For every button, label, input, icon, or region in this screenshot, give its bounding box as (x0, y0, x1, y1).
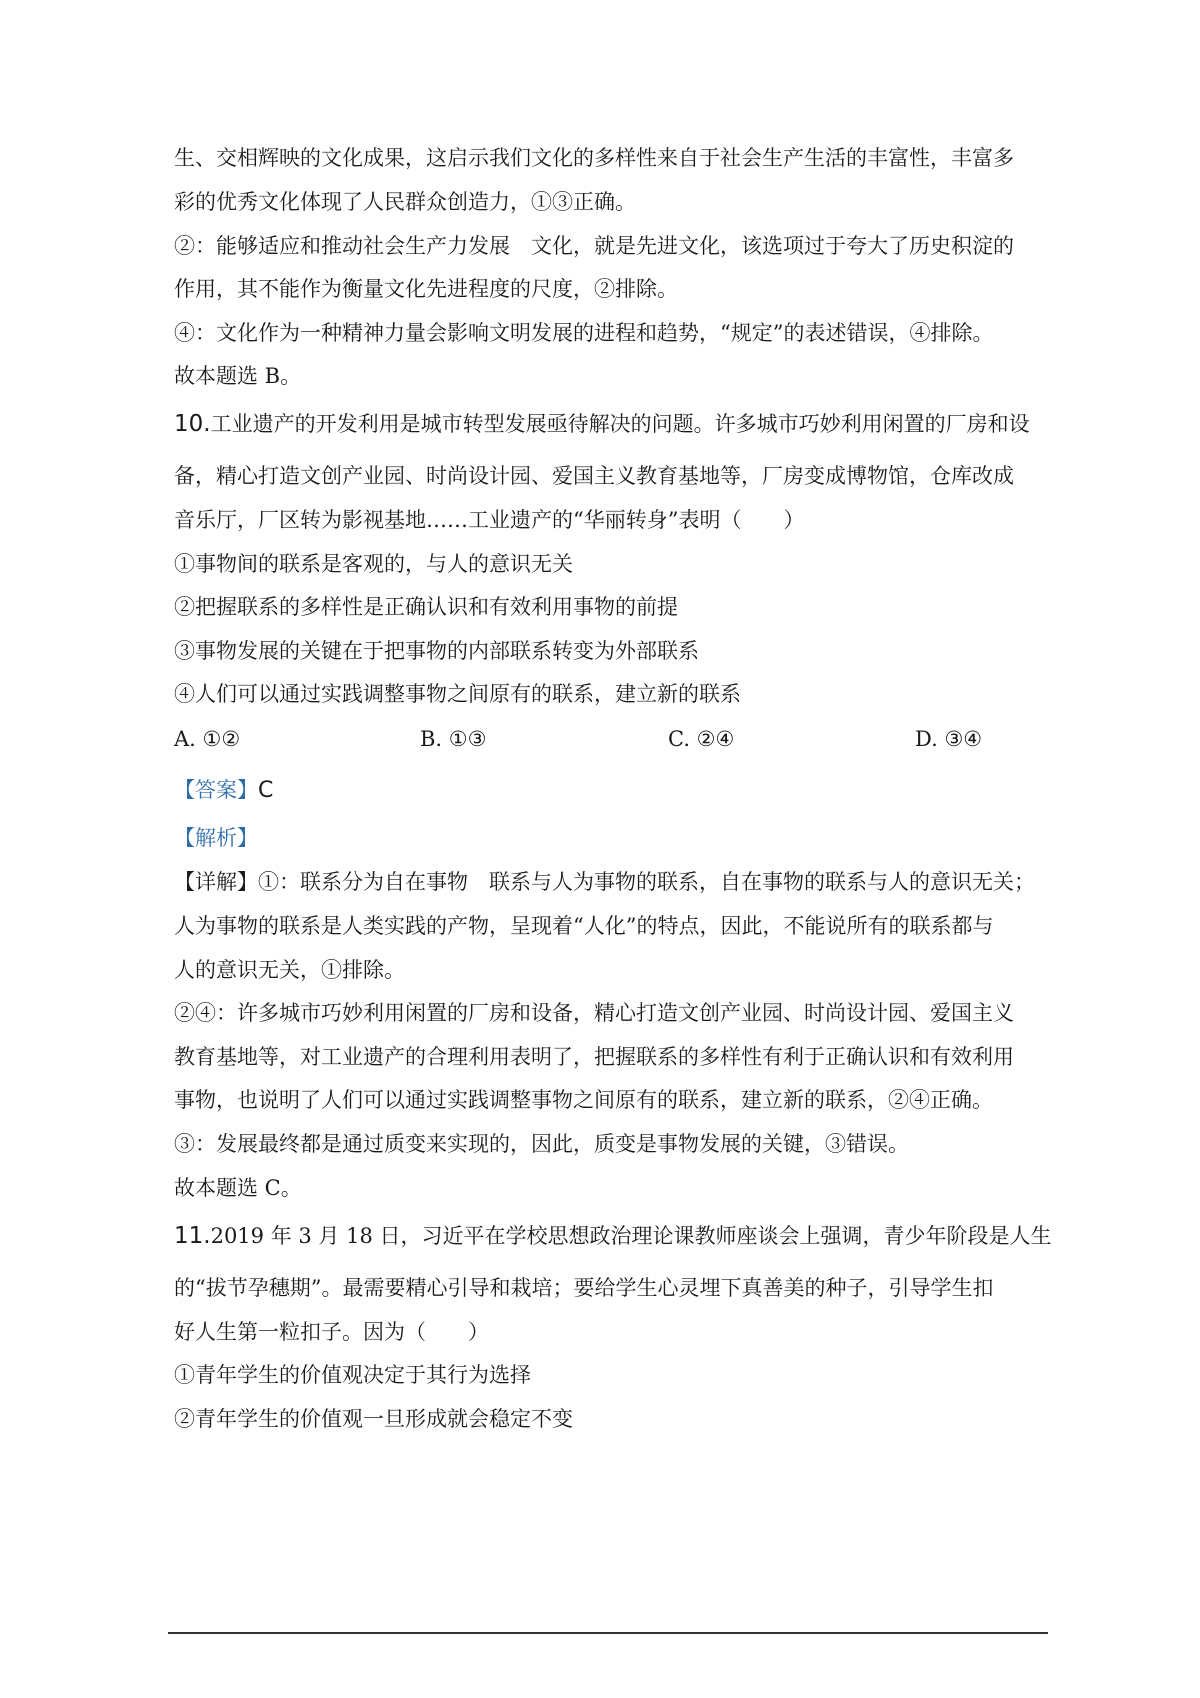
choice-d: D. ③④ (915, 727, 983, 751)
prev-conclusion: 故本题选 B。 (174, 364, 302, 388)
prev-analysis-line-1: 生、交相辉映的文化成果，这启示我们文化的多样性来自于社会生产生活的丰富性，丰富多 (174, 146, 1014, 170)
question-10-stem-line-3: 音乐厅，厂区转为影视基地……工业遗产的“华丽转身”表明（ ） (174, 508, 805, 532)
question-10-number: 10. (174, 411, 211, 437)
prev-analysis-line-5: ④：文化作为一种精神力量会影响文明发展的进程和趋势，“规定”的表述错误，④排除。 (174, 321, 994, 345)
question-10-conclusion: 故本题选 C。 (174, 1176, 302, 1200)
prev-analysis-line-4: 作用，其不能作为衡量文化先进程度的尺度，②排除。 (174, 277, 678, 301)
analysis-heading (174, 823, 1044, 853)
choice-c: C. ②④ (668, 727, 735, 751)
footer-divider (168, 1632, 1048, 1634)
detail-line-6: 事物，也说明了人们可以通过实践调整事物之间原有的联系，建立新的联系，②④正确。 (174, 1088, 993, 1112)
detail-tag: 【详解】 (174, 870, 258, 894)
prev-analysis-line-3: ②：能够适应和推动社会生产力发展 文化，就是先进文化，该选项过于夸大了历史积淀的 (174, 234, 1014, 258)
detail-line-7: ③：发展最终都是通过质变来实现的，因此，质变是事物发展的关键，③错误。 (174, 1132, 909, 1156)
question-10-stem-line-2: 备，精心打造文创产业园、时尚设计园、爱国主义教育基地等，厂房变成博物馆，仓库改成 (174, 464, 1014, 488)
question-10-option-1: ①事物间的联系是客观的，与人的意识无关 (174, 552, 573, 576)
detail-text-1: ①：联系分为自在事物 联系与人为事物的联系，自在事物的联系与人的意识无关； (258, 870, 1035, 894)
choice-b: B. ①③ (420, 727, 487, 751)
question-11-stem-text: 2019 年 3 月 18 日，习近平在学校思想政治理论课教师座谈会上强调，青少年阶段是人生 (210, 1224, 1052, 1248)
prev-analysis-line-2: 彩的优秀文化体现了人民群众创造力，①③正确。 (174, 190, 636, 214)
detail-line-2: 人为事物的联系是人类实践的产物，呈现着“人化”的特点，因此，不能说所有的联系都与 (174, 914, 994, 938)
detail-line-5: 教育基地等，对工业遗产的合理利用表明了，把握联系的多样性有利于正确认识和有效利用 (174, 1045, 1014, 1069)
question-11-stem-line-2: 的“拔节孕穗期”。最需要精心引导和栽培；要给学生心灵埋下真善美的种子，引导学生扣 (174, 1276, 994, 1300)
question-11-option-2: ②青年学生的价值观一旦形成就会稳定不变 (174, 1407, 573, 1431)
question-11-stem-line-1 (174, 1221, 1052, 1251)
detail-line-3: 人的意识无关，①排除。 (174, 958, 405, 982)
question-11-stem-line-3: 好人生第一粒扣子。因为（ ） (174, 1320, 489, 1344)
choice-a: A. ①② (174, 727, 241, 751)
detail-line-1 (174, 867, 1044, 897)
question-10-option-2: ②把握联系的多样性是正确认识和有效利用事物的前提 (174, 595, 678, 619)
question-10-stem-line-1 (174, 409, 1044, 439)
question-10-option-4: ④人们可以通过实践调整事物之间原有的联系，建立新的联系 (174, 682, 741, 706)
answer-line (174, 775, 1044, 806)
answer-tag: 【答案】 (174, 778, 258, 802)
question-11-option-1: ①青年学生的价值观决定于其行为选择 (174, 1363, 531, 1387)
question-11-number: 11. (174, 1223, 211, 1249)
answer-value: C (258, 778, 274, 803)
question-10-option-3: ③事物发展的关键在于把事物的内部联系转变为外部联系 (174, 639, 699, 663)
detail-line-4: ②④：许多城市巧妙利用闲置的厂房和设备，精心打造文创产业园、时尚设计园、爱国主义 (174, 1001, 1014, 1025)
analysis-tag: 【解析】 (174, 826, 258, 850)
question-10-stem-text: 工业遗产的开发利用是城市转型发展亟待解决的问题。许多城市巧妙利用闲置的厂房和设 (210, 412, 1030, 436)
